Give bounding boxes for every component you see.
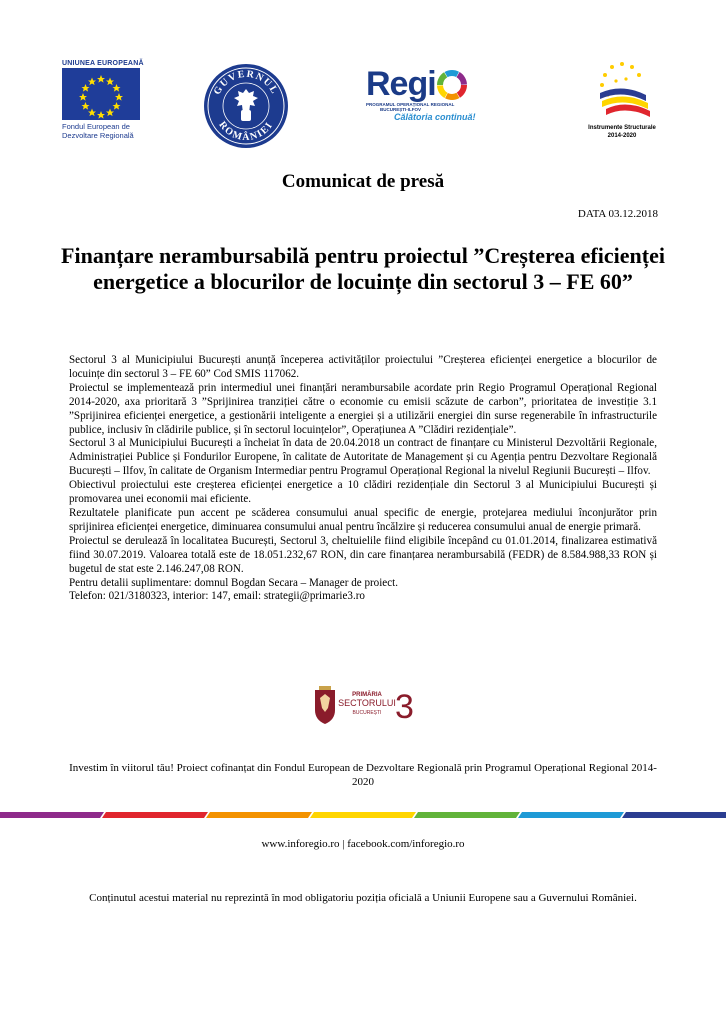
sectorului-label: SECTORULUI (338, 698, 396, 708)
body-text (69, 354, 657, 604)
gov-seal-top-text: GUVERNUL (211, 68, 281, 97)
document-title: Finanțare nerambursabilă pentru proiectul ”Creșterea eficienței energetice a blocurilor de locuințe din sectorul 3 – FE 60” (61, 243, 665, 294)
regio-tagline: Călătoria continuă! (394, 112, 476, 122)
gov-seal-bottom-text: ROMÂNIEI (216, 119, 276, 144)
paragraph: Rezultatele planificate pun accent pe scăderea consumului anual specific de energie, protejarea mediului înconjurător prin sprijinirea eficienței energetice, diminuarea consumului anual pentru încălzire și reducerea consumului anual de energie primară. (69, 506, 657, 533)
logo-row (0, 55, 726, 155)
cofinancing-statement: Investim în viitorul tău! Proiect cofinanțat din Fondul European de Dezvoltare Regională prin Programul Operațional Regional 2014-2020 (69, 762, 657, 788)
government-seal (203, 63, 289, 149)
eu-disclaimer: Conținutul acestui material nu reprezintă în mod obligatoriu poziția oficială a Uniunii Europene sau a Guvernului României. (89, 892, 637, 904)
primaria-sector3-logo (311, 684, 415, 726)
paragraph: Obiectivul proiectului este creșterea eficienței energetice a 10 clădiri rezidențiale din Sectorul 3 al Municipiului București și promovarea unei economii mai eficiente. (69, 479, 657, 506)
paragraph: Sectorul 3 al Municipiului București a încheiat în data de 20.04.2018 un contract de finanțare cu Ministerul Dezvoltării Regionale, Administrației Publice și Fondurilor Europene, în calitate de Autoritate de Management și cu Agenția pentru Dezvoltare Regională București – Ilfov, în calitate de Organism Intermediar pentru Programul Operațional Regional la nivelul Regiunii București – Ilfov. (69, 437, 657, 478)
eu-logo (62, 60, 144, 140)
instr-caption-line1: Instrumente Structurale (588, 125, 656, 131)
regio-sub-right: BUCUREȘTI-ILFOV (380, 107, 421, 112)
instrumente-structurale-icon (582, 55, 662, 119)
primaria-sector3-icon (311, 684, 415, 726)
eu-caption (62, 122, 144, 140)
bucuresti-label: BUCUREȘTI (352, 710, 382, 716)
eu-caption-line2: Dezvoltare Regională (62, 131, 134, 140)
regio-color-stripe (0, 810, 726, 820)
eu-stars-icon (62, 68, 140, 120)
website-links[interactable]: www.inforegio.ro | facebook.com/inforegio.ro (261, 838, 465, 850)
government-seal-icon (203, 63, 289, 149)
paragraph: Proiectul se derulează în localitatea București, Sectorul 3, cheltuielile fiind eligibile începând cu 01.01.2014, finalizarea estimativă fiind 30.07.2019. Valoarea totală este de 18.051.232,67 RON, din care finanțarea nerambursabilă (FEDR) de 8.584.988,33 RON și bugetul de stat este 2.146.247,08 RON. (69, 534, 657, 575)
instr-caption (582, 124, 662, 140)
eu-caption-line1: Fondul European de (62, 122, 130, 131)
regio-logo (366, 67, 494, 127)
regio-subtitle (366, 102, 494, 112)
release-date: DATA 03.12.2018 (577, 208, 658, 220)
sector-number: 3 (395, 688, 414, 726)
instr-caption-line2: 2014-2020 (607, 133, 637, 139)
eu-label: UNIUNEA EUROPEANĂ (62, 60, 144, 67)
paragraph: Pentru detalii suplimentare: domnul Bogdan Secara – Manager de proiect. (69, 576, 399, 589)
paragraph: Sectorul 3 al Municipiului București anunță începerea activităților proiectului ”Creșterea eficienței energetice a blocurilor de locuințe din sectorul 3 – FE 60” Cod SMIS 117062. (69, 354, 657, 380)
regio-sub-left: PROGRAMUL OPERAȚIONAL REGIONAL (366, 102, 455, 107)
press-release-heading: Comunicat de presă (281, 171, 445, 192)
eu-flag-icon (62, 68, 140, 120)
regio-o-icon (437, 70, 467, 100)
regio-wordmark: Regi (366, 65, 436, 103)
paragraph: Proiectul se implementează prin intermediul unei finanțări nerambursabile acordate prin Regio Programul Operațional Regional 2014-2020, axa prioritară 3 ”Sprijinirea tranziției către o economie cu emisii scăzute de carbon”, prioritatea de investiție 3.1 ”Sprijinirea eficienței energetice, a gestionării inteligente a energiei și a utilizării energiei din surse regenerabile în infrastructurile publice, inclusiv în clădirile publice, și în sectorul locuințelor”, Operațiunea A ”Clădiri rezidențiale”. (69, 381, 657, 436)
paragraph: Telefon: 021/3180323, interior: 147, email: strategii@primarie3.ro (69, 590, 365, 603)
primaria-label: PRIMĂRIA (352, 692, 382, 698)
instrumente-structurale-logo (582, 55, 662, 150)
